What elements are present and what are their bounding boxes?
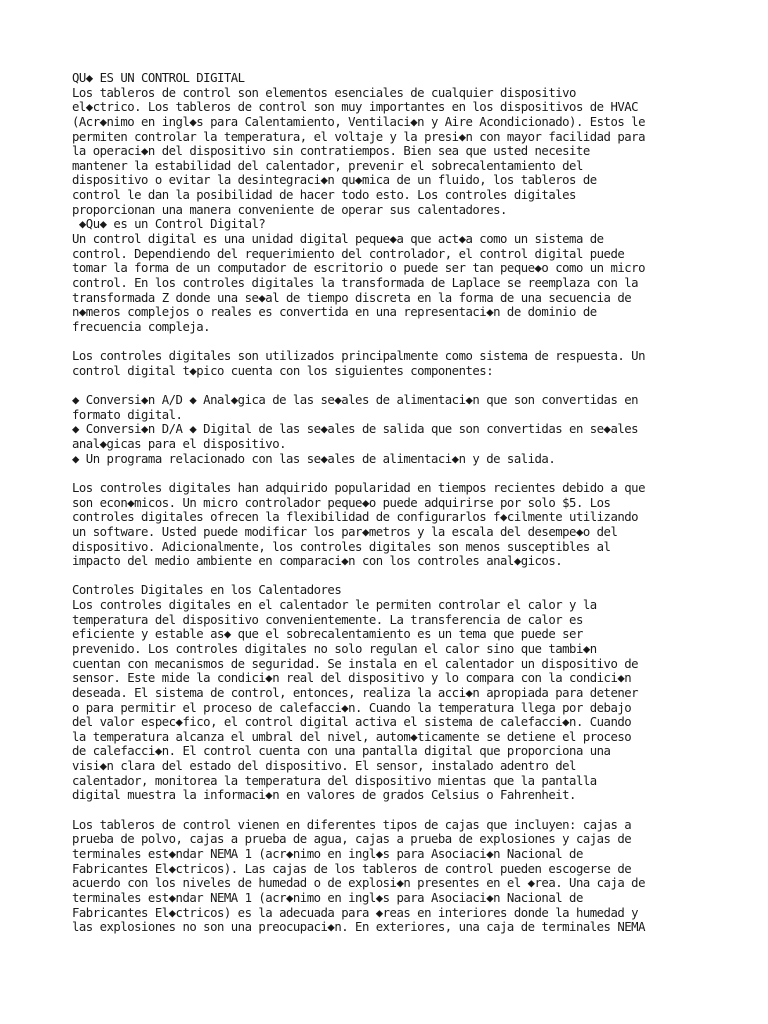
text-line: control. En los controles digitales la transformada de Laplace se reemplaza con la bbox=[72, 275, 639, 290]
text-line: ◆ Un programa relacionado con las se◆ales de alimentaci◆n y de salida. bbox=[72, 451, 556, 466]
text-line bbox=[72, 378, 702, 393]
text-line bbox=[72, 335, 702, 350]
text-line: permiten controlar la temperatura, el voltaje y la presi◆n con mayor facilidad para bbox=[72, 129, 645, 144]
text-line: Los controles digitales son utilizados principalmente como sistema de respuesta. Un bbox=[72, 349, 645, 364]
text-line: dispositivo. Adicionalmente, los controles digitales son menos susceptibles al bbox=[72, 539, 611, 554]
text-line: acuerdo con los niveles de humedad o de explosi◆n presentes en el ◆rea. Una caja de bbox=[72, 876, 645, 891]
text-line: terminales est◆ndar NEMA 1 (acr◆nimo en ingl◆s para Asociaci◆n Nacional de bbox=[72, 890, 583, 905]
text-line: control le dan la posibilidad de hacer todo esto. Los controles digitales bbox=[72, 188, 576, 203]
text-line bbox=[72, 569, 702, 584]
text-line: el◆ctrico. Los tableros de control son muy importantes en los dispositivos de HVAC bbox=[72, 100, 639, 115]
text-line: controles digitales ofrecen la flexibilidad de configurarlos f◆cilmente utilizando bbox=[72, 510, 639, 525]
text-line: transformada Z donde una se◆al de tiempo discreta en la forma de una secuencia de bbox=[72, 290, 632, 305]
text-line: son econ◆micos. Un micro controlador peque◆o puede adquirirse por solo $5. Los bbox=[72, 495, 611, 510]
text-line: temperatura del dispositivo convenientemente. La transferencia de calor es bbox=[72, 612, 583, 627]
text-line: tomar la forma de un computador de escritorio o puede ser tan peque◆o como un micro bbox=[72, 261, 645, 276]
text-line: ◆ Conversi◆n A/D ◆ Anal◆gica de las se◆ales de alimentaci◆n que son convertidas en bbox=[72, 393, 639, 408]
text-line: (Acr◆nimo en ingl◆s para Calentamiento, Ventilaci◆n y Aire Acondicionado). Estos le bbox=[72, 114, 645, 129]
text-line: Los controles digitales en el calentador le permiten controlar el calor y la bbox=[72, 598, 597, 613]
text-line: formato digital. bbox=[72, 407, 183, 422]
text-line: terminales est◆ndar NEMA 1 (acr◆nimo en ingl◆s para Asociaci◆n Nacional de bbox=[72, 846, 583, 861]
text-line: control digital t◆pico cuenta con los siguientes componentes: bbox=[72, 363, 494, 378]
text-line: digital muestra la informaci◆n en valores de grados Celsius o Fahrenheit. bbox=[72, 788, 576, 803]
text-line: frecuencia compleja. bbox=[72, 319, 211, 334]
text-line bbox=[72, 466, 702, 481]
text-line: n◆meros complejos o reales es convertida en una representaci◆n de dominio de bbox=[72, 305, 597, 320]
text-line: las explosiones no son una preocupaci◆n. En exteriores, una caja de terminales NEMA bbox=[72, 920, 645, 935]
document-text bbox=[72, 71, 702, 935]
text-line: un software. Usted puede modificar los par◆metros y la escala del desempe◆o del bbox=[72, 524, 618, 539]
text-line: deseada. El sistema de control, entonces, realiza la acci◆n apropiada para detener bbox=[72, 685, 639, 700]
text-line: ◆Qu◆ es un Control Digital? bbox=[72, 217, 266, 232]
text-line: proporcionan una manera conveniente de operar sus calentadores. bbox=[72, 202, 507, 217]
text-line: cuentan con mecanismos de seguridad. Se instala en el calentador un dispositivo de bbox=[72, 656, 639, 671]
text-line: calentador, monitorea la temperatura del dispositivo mientas que la pantalla bbox=[72, 773, 597, 788]
text-line: QU◆ ES UN CONTROL DIGITAL bbox=[72, 71, 245, 85]
text-line: dispositivo o evitar la desintegraci◆n qu◆mica de un fluido, los tableros de bbox=[72, 173, 597, 188]
text-line: control. Dependiendo del requerimiento del controlador, el control digital puede bbox=[72, 246, 625, 261]
text-line: Un control digital es una unidad digital peque◆a que act◆a como un sistema de bbox=[72, 232, 604, 247]
text-line: Fabricantes El◆ctricos) es la adecuada para ◆reas en interiores donde la humedad y bbox=[72, 905, 639, 920]
text-line: ◆ Conversi◆n D/A ◆ Digital de las se◆ales de salida que son convertidas en se◆ales bbox=[72, 422, 639, 437]
text-line: Los tableros de control vienen en diferentes tipos de cajas que incluyen: cajas a bbox=[72, 817, 632, 832]
text-line: Los tableros de control son elementos esenciales de cualquier dispositivo bbox=[72, 85, 576, 100]
text-line: Fabricantes El◆ctricos). Las cajas de los tableros de control pueden escogerse de bbox=[72, 861, 632, 876]
text-line: de calefacci◆n. El control cuenta con una pantalla digital que proporciona una bbox=[72, 744, 611, 759]
text-line: prueba de polvo, cajas a prueba de agua, cajas a prueba de explosiones y cajas de bbox=[72, 832, 632, 847]
text-line bbox=[72, 803, 702, 818]
text-line: la operaci◆n del dispositivo sin contratiempos. Bien sea que usted necesite bbox=[72, 144, 590, 159]
text-line: o para permitir el proceso de calefacci◆n. Cuando la temperatura llega por debajo bbox=[72, 700, 632, 715]
text-line: anal◆gicas para el dispositivo. bbox=[72, 437, 287, 452]
text-line: impacto del medio ambiente en comparaci◆n con los controles anal◆gicos. bbox=[72, 554, 563, 569]
text-line: mantener la estabilidad del calentador, prevenir el sobrecalentamiento del bbox=[72, 158, 583, 173]
text-line: visi◆n clara del estado del dispositivo. El sensor, instalado adentro del bbox=[72, 759, 576, 774]
text-line: sensor. Este mide la condici◆n real del dispositivo y lo compara con la condici◆n bbox=[72, 671, 632, 686]
text-line: eficiente y estable as◆ que el sobrecalentamiento es un tema que puede ser bbox=[72, 627, 583, 642]
text-line: Controles Digitales en los Calentadores bbox=[72, 583, 342, 598]
text-line: la temperatura alcanza el umbral del nivel, autom◆ticamente se detiene el proceso bbox=[72, 729, 632, 744]
text-line: prevenido. Los controles digitales no solo regulan el calor sino que tambi◆n bbox=[72, 641, 597, 656]
text-line: del valor espec◆fico, el control digital activa el sistema de calefacci◆n. Cuando bbox=[72, 715, 632, 730]
text-line: Los controles digitales han adquirido popularidad en tiempos recientes debido a que bbox=[72, 480, 645, 495]
